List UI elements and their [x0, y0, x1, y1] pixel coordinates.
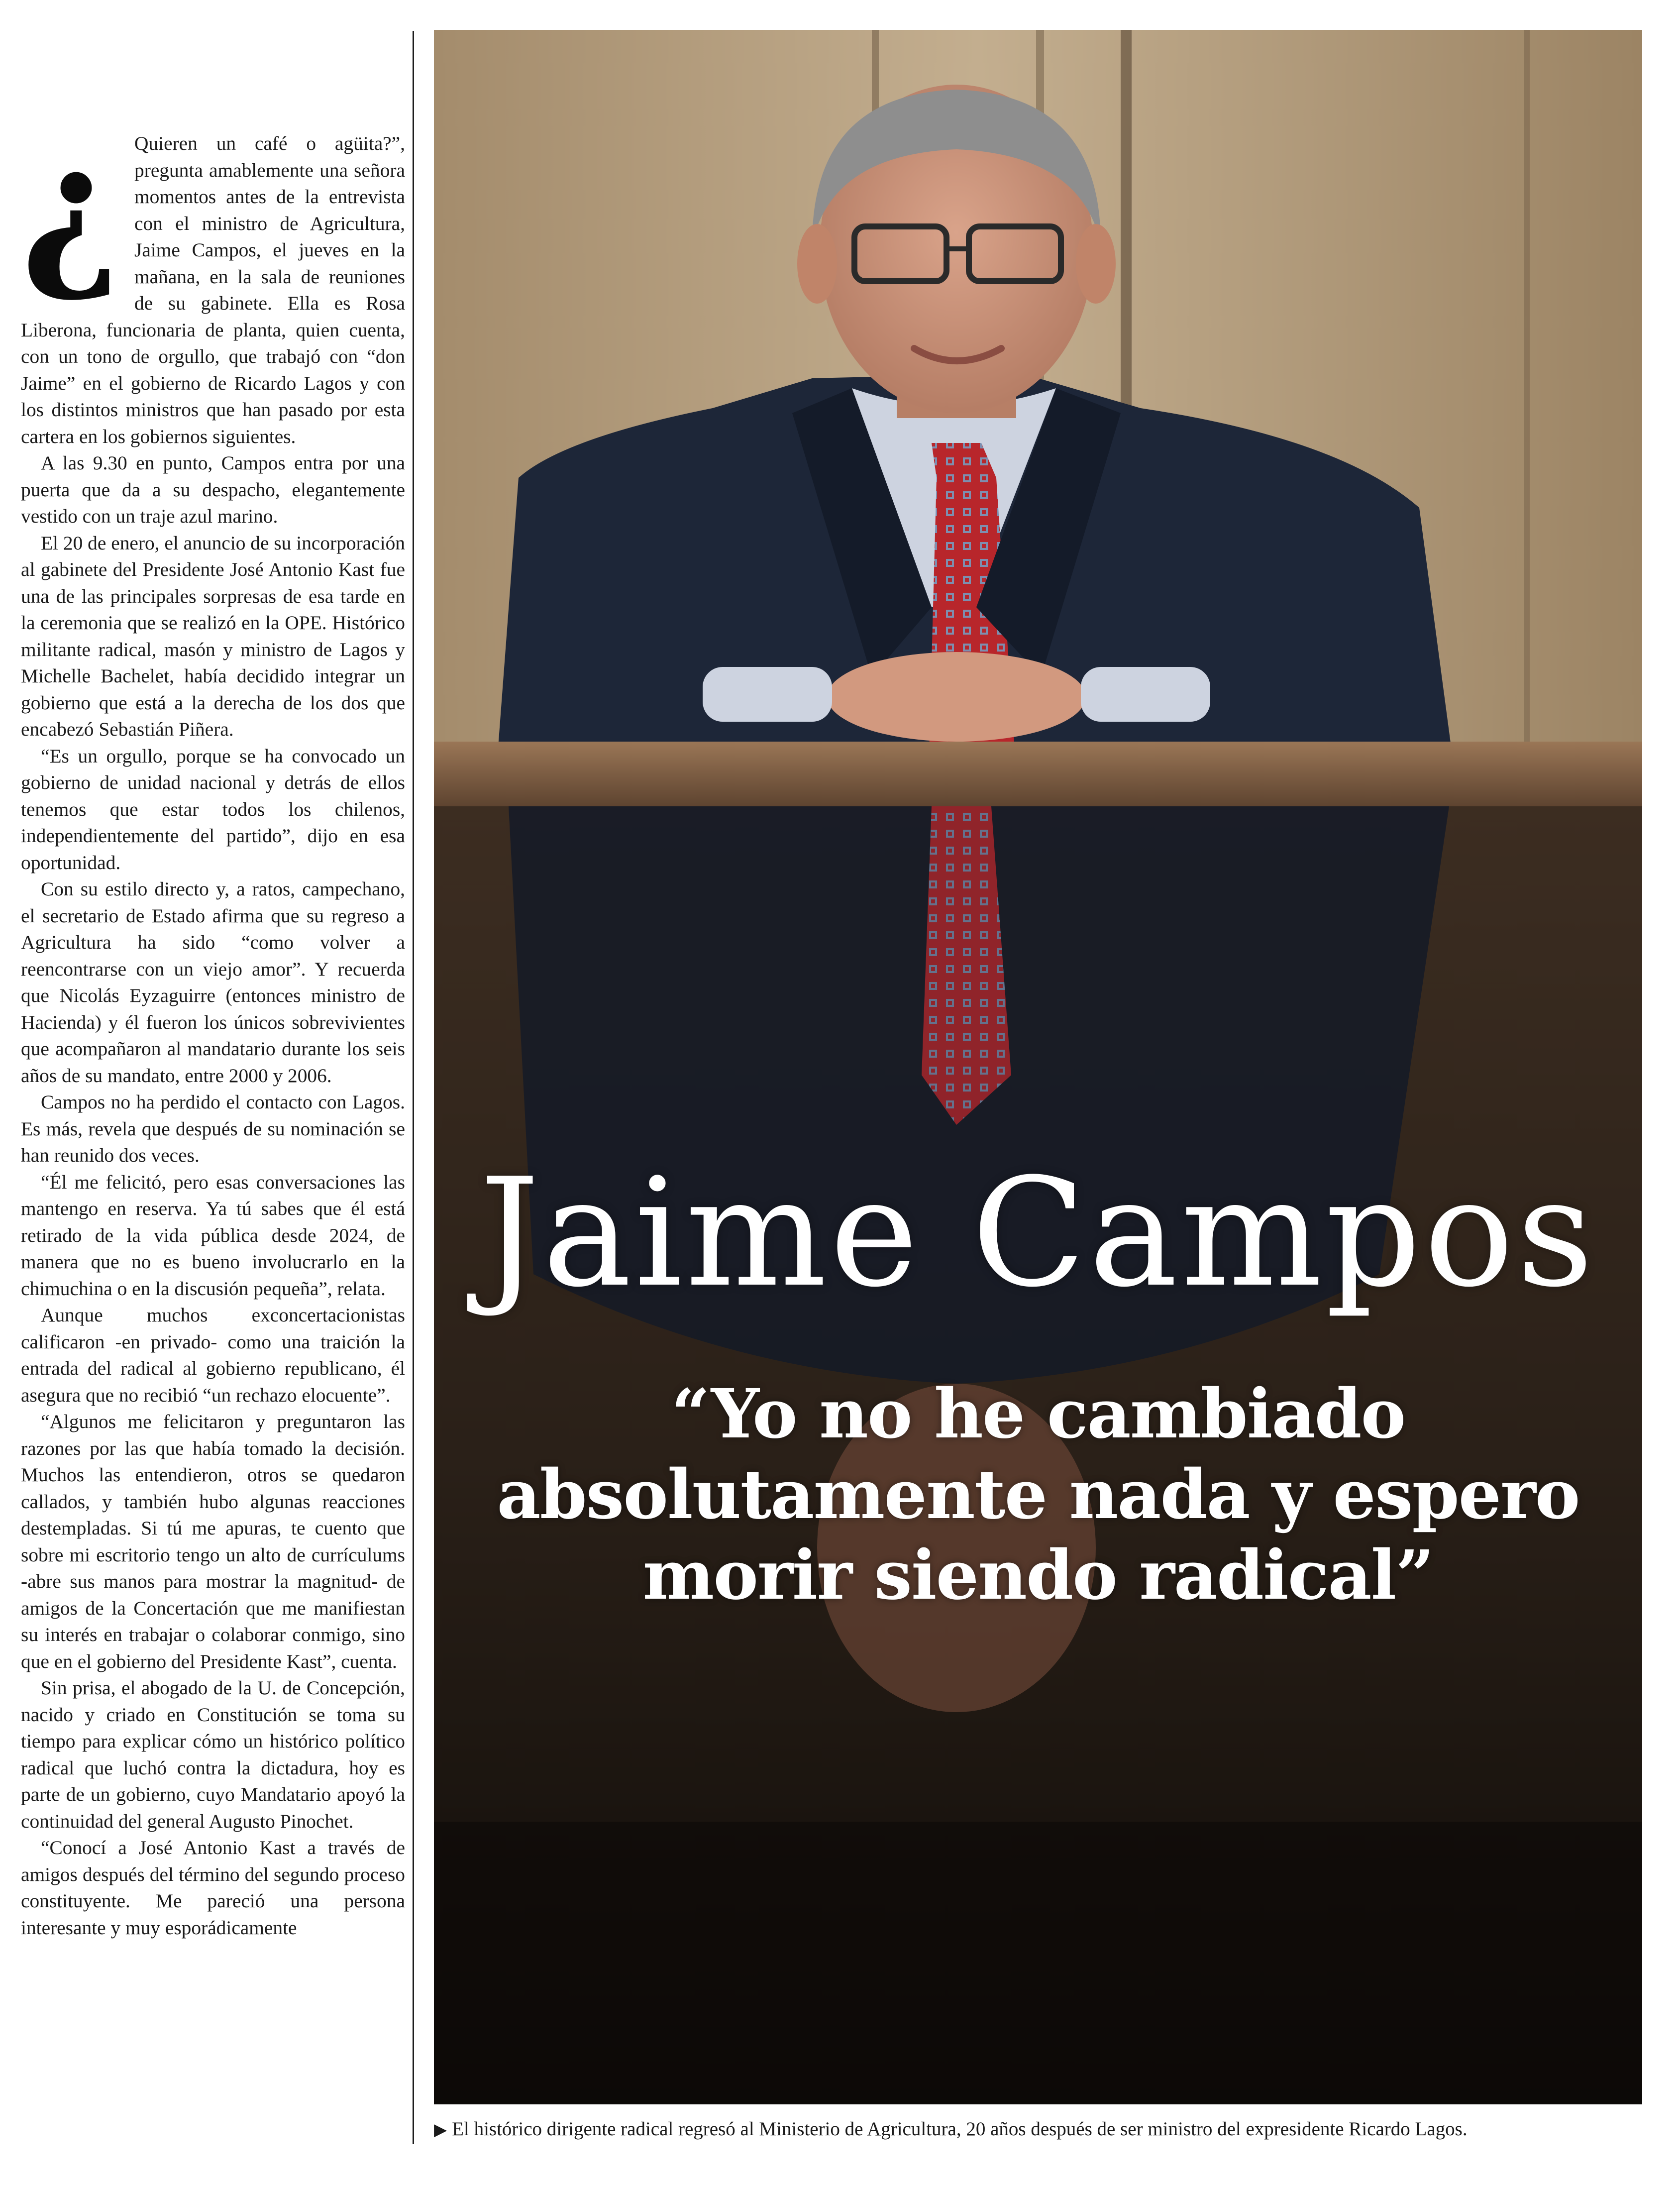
article-paragraph: El 20 de enero, el anuncio de su incorporación al gabinete del Presidente José Antonio Kast fue una de las principales sorpresas de esa tarde en la ceremonia que se realizó en la OPE. Histórico militante radical, masón y ministro de Lagos y Michelle Bachelet, había decidido integrar un gobierno que está a la derecha de los dos que encabezó Sebastián Piñera. [21, 532, 405, 740]
column-divider [413, 31, 414, 2144]
ear-left [797, 224, 837, 304]
article-paragraph: Con su estilo directo y, a ratos, campechano, el secretario de Estado afirma que su regreso a Agricultura ha sido “como volver a reencontrarse con un viejo amor”. Y recuerda que Nicolás Eyzaguirre (entonces ministro de Hacienda) y él fueron los únicos sobrevivientes que acompañaron al mandatario durante los seis años de su mandato, entre 2000 y 2006. [21, 878, 405, 1087]
article-paragraph: “Él me felicitó, pero esas conversaciones las mantengo en reserva. Ya tú sabes que él está retirado de la vida pública desde 2024, de manera que no es bueno involucrarlo en la chimuchina o en la discusión pequeña”, relata. [21, 1171, 405, 1300]
dropcap: ¿ [21, 109, 120, 307]
clasped-hands [827, 652, 1086, 742]
article-paragraph: Sin prisa, el abogado de la U. de Concepción, nacido y criado en Constitución se toma su tiempo para explicar cómo un histórico político radical que luchó contra la dictadura, hoy es parte de un gobierno, cuyo Mandatario apoyó la continuidad del general Augusto Pinochet. [21, 1677, 405, 1832]
article-paragraph: Aunque muchos exconcertacionistas calificaron -en privado- como una traición la entrada del radical al gobierno republicano, él asegura que no recibió “un rechazo elocuente”. [21, 1304, 405, 1406]
article-paragraph: A las 9.30 en punto, Campos entra por una puerta que da a su despacho, elegantemente vestido con un traje azul marino. [21, 452, 405, 527]
article-paragraph: “Es un orgullo, porque se ha convocado un gobierno de unidad nacional y detrás de ellos tenemos que estar todos los chilenos, independientemente del partido”, dijo en esa oportunidad. [21, 745, 405, 874]
article-paragraph: “Algunos me felicitaron y preguntaron las razones por las que había tomado la decisión. Muchos las entendieron, otros se quedaron callados, y también hubo algunas reacciones destempladas. Si tú me apuras, te cuento que sobre mi escritorio tengo un alto de currículums -abre sus manos para mostrar la magnitud- de amigos de la Concertación que me manifiestan su interés en trabajar o colaborar conmigo, sino que en el gobierno del Presidente Kast”, cuenta. [21, 1411, 405, 1672]
ear-right [1076, 224, 1116, 304]
headline-quote [464, 1374, 1612, 1616]
caption-text: El histórico dirigente radical regresó al Ministerio de Agricultura, 20 años después de ser ministro del expresidente Ricardo Lagos. [452, 2118, 1468, 2140]
shirt-cuff-right [1081, 667, 1210, 722]
article-paragraph: Campos no ha perdido el contacto con Lagos. Es más, revela que después de su nominación se han reunido dos veces. [21, 1091, 405, 1166]
reflection-shadow [434, 1822, 1642, 2104]
headline-name: Jaime Campos [480, 1146, 1596, 1320]
caption-arrow-icon: ▶ [434, 2121, 447, 2139]
headline-quote-line: absolutamente nada y espero [497, 1455, 1579, 1534]
shirt-cuff-left [703, 667, 832, 722]
photo-caption [434, 2116, 1648, 2143]
portrait-illustration [434, 30, 1642, 2104]
portrait-photo [434, 30, 1642, 2104]
table-edge [434, 742, 1642, 806]
wall-panel-seam [1524, 30, 1530, 806]
article-paragraph-lead: ¿ Quieren un café o agüita?”, pregunta amablemente una señora momentos antes de la entrevista con el ministro de Agricultura, Jaime Campos, el jueves en la mañana, en la sala de reuniones de su gabinete. Ella es Rosa Liberona, funcionaria de planta, quien cuenta, con un tono de orgullo, que trabajó con “don Jaime” en el gobierno de Ricardo Lagos y con los distintos ministros que han pasado por esta cartera en los gobiernos siguientes. [21, 109, 405, 447]
headline-quote-line: “Yo no he cambiado [671, 1374, 1405, 1454]
article-paragraph: “Conocí a José Antonio Kast a través de amigos después del término del segundo proceso constituyente. Me pareció una persona interesante y muy esporádicamente [21, 1837, 405, 1939]
article-body [21, 109, 405, 1941]
headline-quote-line: morir siendo radical” [642, 1535, 1434, 1615]
